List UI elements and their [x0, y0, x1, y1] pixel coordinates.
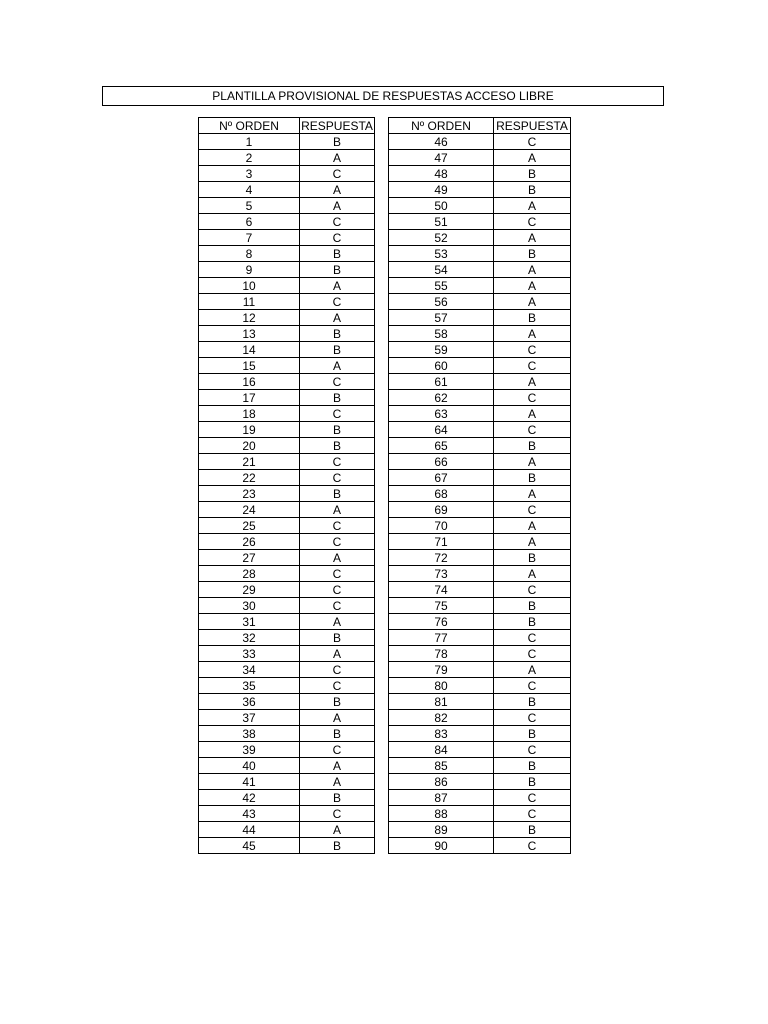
answers-body-right [389, 134, 571, 854]
table-row [199, 134, 375, 150]
table-row [199, 422, 375, 438]
order-number-cell: 88 [389, 806, 494, 822]
document-title: PLANTILLA PROVISIONAL DE RESPUESTAS ACCESO LIBRE [102, 86, 664, 106]
order-number-cell: 12 [199, 310, 300, 326]
table-row [199, 566, 375, 582]
order-number-cell: 85 [389, 758, 494, 774]
order-number-cell: 30 [199, 598, 300, 614]
table-row [199, 806, 375, 822]
answer-cell: B [494, 694, 571, 710]
table-row [199, 150, 375, 166]
table-row [389, 742, 571, 758]
table-row [389, 486, 571, 502]
order-number-cell: 31 [199, 614, 300, 630]
answer-cell: B [300, 694, 375, 710]
order-number-cell: 21 [199, 454, 300, 470]
order-number-cell: 65 [389, 438, 494, 454]
table-row [199, 550, 375, 566]
answer-cell: B [300, 246, 375, 262]
answer-cell: A [300, 710, 375, 726]
table-row [199, 374, 375, 390]
order-number-cell: 83 [389, 726, 494, 742]
order-number-cell: 54 [389, 262, 494, 278]
table-row [389, 630, 571, 646]
answer-cell: B [300, 838, 375, 854]
table-row [389, 294, 571, 310]
order-number-cell: 25 [199, 518, 300, 534]
answer-cell: B [494, 774, 571, 790]
answer-cell: C [300, 678, 375, 694]
answer-cell: A [494, 150, 571, 166]
answer-cell: C [494, 630, 571, 646]
answer-cell: C [300, 406, 375, 422]
answer-cell: A [300, 758, 375, 774]
answer-cell: A [300, 774, 375, 790]
order-number-cell: 73 [389, 566, 494, 582]
answer-cell: C [300, 534, 375, 550]
table-row [199, 694, 375, 710]
answer-cell: C [300, 518, 375, 534]
table-row [389, 406, 571, 422]
table-row [199, 182, 375, 198]
table-row [389, 230, 571, 246]
table-row [199, 838, 375, 854]
answer-cell: C [494, 710, 571, 726]
table-row [199, 246, 375, 262]
answer-cell: C [300, 214, 375, 230]
answer-cell: B [300, 486, 375, 502]
answer-cell: A [494, 198, 571, 214]
order-number-cell: 75 [389, 598, 494, 614]
table-row [389, 502, 571, 518]
order-number-cell: 48 [389, 166, 494, 182]
order-number-cell: 11 [199, 294, 300, 310]
order-number-cell: 3 [199, 166, 300, 182]
column-header-order: Nº ORDEN [199, 118, 300, 134]
answer-cell: C [300, 582, 375, 598]
table-row [389, 694, 571, 710]
answer-cell: B [494, 166, 571, 182]
order-number-cell: 70 [389, 518, 494, 534]
order-number-cell: 35 [199, 678, 300, 694]
order-number-cell: 84 [389, 742, 494, 758]
answer-cell: B [494, 598, 571, 614]
answer-cell: C [494, 502, 571, 518]
table-row [389, 262, 571, 278]
table-row [389, 134, 571, 150]
answer-cell: C [494, 646, 571, 662]
order-number-cell: 6 [199, 214, 300, 230]
order-number-cell: 78 [389, 646, 494, 662]
order-number-cell: 49 [389, 182, 494, 198]
order-number-cell: 10 [199, 278, 300, 294]
answer-cell: B [300, 790, 375, 806]
table-row [389, 438, 571, 454]
table-row [199, 710, 375, 726]
answer-cell: B [300, 262, 375, 278]
order-number-cell: 22 [199, 470, 300, 486]
answer-cell: A [494, 406, 571, 422]
answer-cell: A [300, 310, 375, 326]
table-row [389, 662, 571, 678]
answer-cell: B [494, 726, 571, 742]
order-number-cell: 60 [389, 358, 494, 374]
answer-cell: B [494, 758, 571, 774]
table-row [389, 454, 571, 470]
answer-cell: A [300, 550, 375, 566]
answers-table-left [198, 117, 375, 854]
answer-cell: A [494, 230, 571, 246]
order-number-cell: 19 [199, 422, 300, 438]
order-number-cell: 45 [199, 838, 300, 854]
table-row [199, 390, 375, 406]
order-number-cell: 23 [199, 486, 300, 502]
answer-cell: A [494, 326, 571, 342]
answer-cell: C [300, 742, 375, 758]
table-row [199, 198, 375, 214]
order-number-cell: 67 [389, 470, 494, 486]
answer-cell: B [494, 246, 571, 262]
table-row [199, 406, 375, 422]
table-row [389, 198, 571, 214]
order-number-cell: 72 [389, 550, 494, 566]
answer-cell: C [494, 422, 571, 438]
table-row [389, 342, 571, 358]
table-row [389, 246, 571, 262]
order-number-cell: 41 [199, 774, 300, 790]
answer-cell: A [494, 662, 571, 678]
order-number-cell: 37 [199, 710, 300, 726]
table-row [199, 294, 375, 310]
answer-cell: C [494, 134, 571, 150]
table-row [389, 278, 571, 294]
order-number-cell: 57 [389, 310, 494, 326]
column-header-answer: RESPUESTA [494, 118, 571, 134]
table-row [199, 822, 375, 838]
table-row [389, 470, 571, 486]
answer-cell: A [300, 150, 375, 166]
table-row [389, 726, 571, 742]
order-number-cell: 86 [389, 774, 494, 790]
order-number-cell: 52 [389, 230, 494, 246]
table-row [389, 326, 571, 342]
answer-cell: B [300, 326, 375, 342]
answer-cell: A [494, 486, 571, 502]
answers-body-left [199, 134, 375, 854]
answer-cell: B [494, 614, 571, 630]
order-number-cell: 33 [199, 646, 300, 662]
answer-cell: C [300, 294, 375, 310]
order-number-cell: 29 [199, 582, 300, 598]
answer-cell: B [494, 550, 571, 566]
answer-cell: A [300, 182, 375, 198]
table-row [199, 454, 375, 470]
table-row [389, 550, 571, 566]
order-number-cell: 8 [199, 246, 300, 262]
table-row [389, 806, 571, 822]
table-row [389, 838, 571, 854]
order-number-cell: 87 [389, 790, 494, 806]
table-row [389, 310, 571, 326]
table-row [389, 598, 571, 614]
order-number-cell: 13 [199, 326, 300, 342]
answer-cell: C [494, 806, 571, 822]
answer-cell: C [300, 598, 375, 614]
answer-cell: B [494, 310, 571, 326]
answer-cell: B [300, 630, 375, 646]
answer-cell: C [494, 214, 571, 230]
answer-cell: B [494, 470, 571, 486]
order-number-cell: 15 [199, 358, 300, 374]
table-row [389, 150, 571, 166]
table-row [199, 774, 375, 790]
answer-cell: B [300, 438, 375, 454]
table-row [389, 166, 571, 182]
column-header-answer: RESPUESTA [301, 118, 373, 133]
table-row [389, 422, 571, 438]
table-row [389, 566, 571, 582]
order-number-cell: 89 [389, 822, 494, 838]
order-number-cell: 44 [199, 822, 300, 838]
table-row [199, 342, 375, 358]
answer-cell: A [300, 278, 375, 294]
answer-cell: A [494, 278, 571, 294]
order-number-cell: 56 [389, 294, 494, 310]
order-number-cell: 79 [389, 662, 494, 678]
order-number-cell: 71 [389, 534, 494, 550]
table-row [389, 678, 571, 694]
order-number-cell: 82 [389, 710, 494, 726]
table-row [389, 534, 571, 550]
order-number-cell: 64 [389, 422, 494, 438]
table-row [199, 614, 375, 630]
order-number-cell: 40 [199, 758, 300, 774]
order-number-cell: 20 [199, 438, 300, 454]
answer-cell: C [494, 838, 571, 854]
table-row [199, 742, 375, 758]
order-number-cell: 50 [389, 198, 494, 214]
table-row [389, 790, 571, 806]
order-number-cell: 9 [199, 262, 300, 278]
order-number-cell: 59 [389, 342, 494, 358]
order-number-cell: 69 [389, 502, 494, 518]
table-row [199, 534, 375, 550]
answer-cell: A [300, 198, 375, 214]
answer-cell: A [300, 614, 375, 630]
order-number-cell: 2 [199, 150, 300, 166]
answer-cell: C [494, 742, 571, 758]
answer-cell: C [300, 454, 375, 470]
order-number-cell: 77 [389, 630, 494, 646]
answer-cell: A [494, 454, 571, 470]
order-number-cell: 5 [199, 198, 300, 214]
table-row [389, 518, 571, 534]
order-number-cell: 66 [389, 454, 494, 470]
table-row [199, 646, 375, 662]
table-row [199, 278, 375, 294]
answer-cell: A [494, 262, 571, 278]
table-row [389, 822, 571, 838]
answer-cell: A [300, 502, 375, 518]
table-row [199, 438, 375, 454]
table-row [389, 582, 571, 598]
order-number-cell: 26 [199, 534, 300, 550]
answer-cell: B [494, 182, 571, 198]
order-number-cell: 43 [199, 806, 300, 822]
table-row [199, 486, 375, 502]
table-row [199, 678, 375, 694]
order-number-cell: 61 [389, 374, 494, 390]
answer-cell: C [300, 470, 375, 486]
answer-cell: A [300, 646, 375, 662]
answer-cell: C [300, 566, 375, 582]
order-number-cell: 63 [389, 406, 494, 422]
table-row [199, 662, 375, 678]
order-number-cell: 7 [199, 230, 300, 246]
table-row [199, 230, 375, 246]
order-number-cell: 34 [199, 662, 300, 678]
table-row [199, 502, 375, 518]
answer-cell: C [300, 806, 375, 822]
answer-cell: C [494, 390, 571, 406]
table-row [389, 614, 571, 630]
order-number-cell: 68 [389, 486, 494, 502]
answer-cell: B [300, 726, 375, 742]
answer-cell: C [494, 678, 571, 694]
order-number-cell: 32 [199, 630, 300, 646]
order-number-cell: 42 [199, 790, 300, 806]
order-number-cell: 17 [199, 390, 300, 406]
answer-cell: A [494, 566, 571, 582]
table-row [199, 790, 375, 806]
answer-cell: B [300, 342, 375, 358]
table-row [199, 758, 375, 774]
order-number-cell: 55 [389, 278, 494, 294]
order-number-cell: 74 [389, 582, 494, 598]
answers-table-right [388, 117, 571, 854]
order-number-cell: 18 [199, 406, 300, 422]
table-row [389, 774, 571, 790]
order-number-cell: 1 [199, 134, 300, 150]
answer-cell: A [494, 294, 571, 310]
answer-cell: C [494, 342, 571, 358]
table-row [199, 726, 375, 742]
table-header-row [389, 118, 571, 134]
answer-cell: B [300, 134, 375, 150]
table-row [389, 646, 571, 662]
answer-cell: C [300, 166, 375, 182]
table-row [199, 262, 375, 278]
answer-cell: A [300, 822, 375, 838]
table-row [389, 758, 571, 774]
order-number-cell: 90 [389, 838, 494, 854]
answer-cell: C [494, 358, 571, 374]
table-row [199, 470, 375, 486]
order-number-cell: 28 [199, 566, 300, 582]
table-row [199, 518, 375, 534]
order-number-cell: 16 [199, 374, 300, 390]
answer-cell: A [300, 358, 375, 374]
answer-cell: C [300, 374, 375, 390]
answer-cell: C [494, 582, 571, 598]
answer-cell: B [494, 438, 571, 454]
order-number-cell: 51 [389, 214, 494, 230]
answer-cell: A [494, 374, 571, 390]
table-row [199, 358, 375, 374]
column-header-order: Nº ORDEN [389, 118, 494, 134]
answer-cell: B [300, 390, 375, 406]
order-number-cell: 4 [199, 182, 300, 198]
order-number-cell: 39 [199, 742, 300, 758]
table-row [199, 326, 375, 342]
answer-cell: C [300, 662, 375, 678]
table-row [389, 214, 571, 230]
table-row [389, 374, 571, 390]
order-number-cell: 76 [389, 614, 494, 630]
order-number-cell: 38 [199, 726, 300, 742]
answer-cell: B [300, 422, 375, 438]
table-row [199, 630, 375, 646]
order-number-cell: 14 [199, 342, 300, 358]
table-row [199, 582, 375, 598]
order-number-cell: 62 [389, 390, 494, 406]
table-row [199, 598, 375, 614]
answer-cell: C [494, 790, 571, 806]
table-header-row [199, 118, 375, 134]
answer-cell: A [494, 534, 571, 550]
table-row [199, 214, 375, 230]
table-row [389, 390, 571, 406]
order-number-cell: 80 [389, 678, 494, 694]
answer-cell: C [300, 230, 375, 246]
order-number-cell: 36 [199, 694, 300, 710]
order-number-cell: 24 [199, 502, 300, 518]
table-row [389, 358, 571, 374]
table-row [199, 310, 375, 326]
order-number-cell: 81 [389, 694, 494, 710]
answer-cell: A [494, 518, 571, 534]
order-number-cell: 27 [199, 550, 300, 566]
order-number-cell: 53 [389, 246, 494, 262]
table-row [199, 166, 375, 182]
order-number-cell: 46 [389, 134, 494, 150]
order-number-cell: 58 [389, 326, 494, 342]
table-row [389, 182, 571, 198]
answer-cell: B [494, 822, 571, 838]
table-row [389, 710, 571, 726]
order-number-cell: 47 [389, 150, 494, 166]
